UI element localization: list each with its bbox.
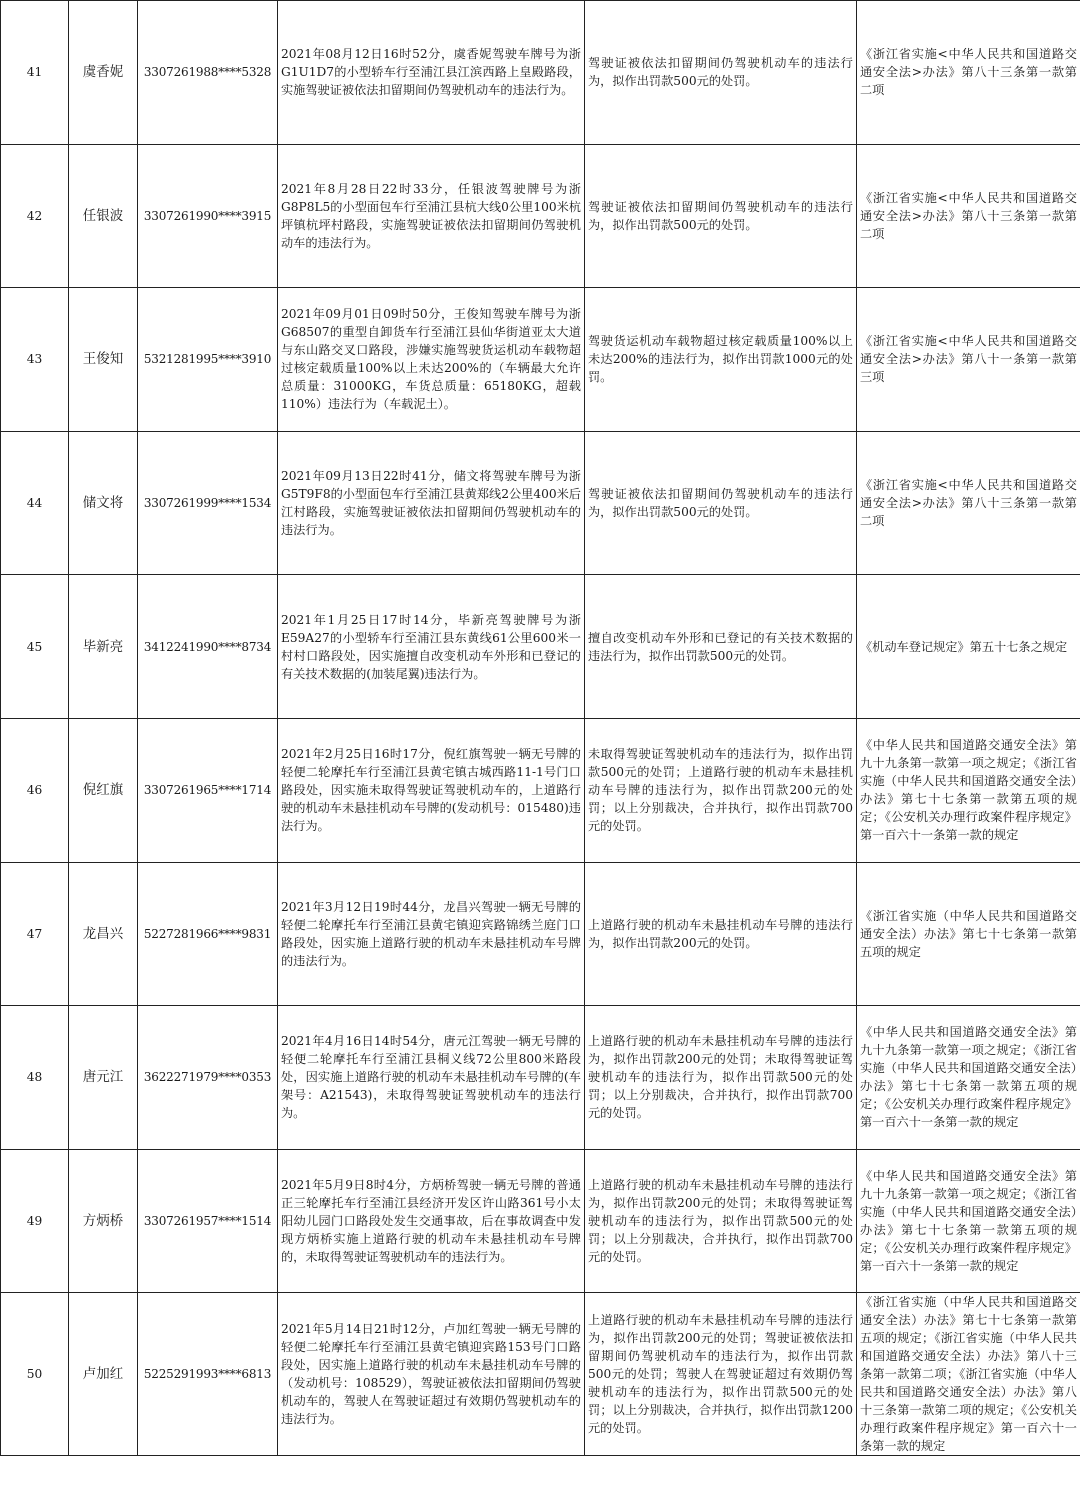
violation-description: 2021年5月9日8时4分，方炳桥驾驶一辆无号牌的普通正三轮摩托车行至浦江县经济开发区许山路361号小太阳幼儿园门口路段处发生交通事故，后在事故调查中发现方炳桥实施上道路行驶的机动车未悬挂机动车号牌的，未取得驾驶证驾驶机动车的违法行为。 — [278, 1149, 585, 1293]
penalty-decision: 上道路行驶的机动车未悬挂机动车号牌的违法行为，拟作出罚款200元的处罚；未取得驾驶证驾驶机动车的违法行为，拟作出罚款500元的处罚；以上分别裁决，合并执行，拟作出罚款700元的处罚。 — [585, 1149, 857, 1293]
person-name: 毕新亮 — [69, 575, 138, 719]
person-name: 卢加红 — [69, 1293, 138, 1456]
table-row — [1, 288, 1080, 432]
person-name: 方炳桥 — [69, 1149, 138, 1293]
id-number: 3307261999****1534 — [138, 431, 278, 575]
penalty-decision: 驾驶证被依法扣留期间仍驾驶机动车的违法行为，拟作出罚款500元的处罚。 — [585, 144, 857, 288]
row-number: 45 — [1, 575, 69, 719]
id-number: 3412241990****8734 — [138, 575, 278, 719]
legal-basis: 《浙江省实施<中华人民共和国道路交通安全法>办法》第八十三条第一款第二项 — [857, 1, 1080, 145]
legal-basis: 《浙江省实施<中华人民共和国道路交通安全法>办法》第八十一条第一款第三项 — [857, 288, 1080, 432]
table-row — [1, 1149, 1080, 1293]
legal-basis: 《中华人民共和国道路交通安全法》第九十九条第一款第一项之规定；《浙江省实施（中华人民共和国道路交通安全法）办法》第七十七条第一款第五项的规定；《公安机关办理行政案件程序规定》第一百六十一条第一款的规定 — [857, 1006, 1080, 1150]
person-name: 任银波 — [69, 144, 138, 288]
table-row — [1, 431, 1080, 575]
table-row — [1, 1006, 1080, 1150]
violation-description: 2021年1月25日17时14分，毕新亮驾驶牌号为浙E59A27的小型轿车行至浦江县东黄线61公里600米一村村口路段处，因实施擅自改变机动车外形和已登记的有关技术数据的(加装尾翼)违法行为。 — [278, 575, 585, 719]
violation-description: 2021年2月25日16时17分，倪红旗驾驶一辆无号牌的轻便二轮摩托车行至浦江县黄宅镇古城西路11-1号门口路段处，因实施未取得驾驶证驾驶机动车的，上道路行驶的机动车未悬挂机动车号牌的(发动机号：015480)违法行为。 — [278, 718, 585, 862]
table-body — [1, 1, 1080, 1456]
violation-description: 2021年09月01日09时50分，王俊知驾驶车牌号为浙G68507的重型自卸货车行至浦江县仙华街道亚太大道与东山路交叉口路段，涉嫌实施驾驶货运机动车载物超过核定载质量100%以上未达200%的（车辆最大允许总质量：31000KG，车货总质量：65180KG，超载110%）违法行为（车载泥土）。 — [278, 288, 585, 432]
legal-basis: 《浙江省实施<中华人民共和国道路交通安全法>办法》第八十三条第一款第二项 — [857, 144, 1080, 288]
person-name: 唐元江 — [69, 1006, 138, 1150]
penalty-decision: 驾驶证被依法扣留期间仍驾驶机动车的违法行为，拟作出罚款500元的处罚。 — [585, 431, 857, 575]
table-row — [1, 575, 1080, 719]
person-name: 倪红旗 — [69, 718, 138, 862]
person-name: 龙昌兴 — [69, 862, 138, 1006]
row-number: 42 — [1, 144, 69, 288]
person-name: 虞香妮 — [69, 1, 138, 145]
violation-description: 2021年8月28日22时33分，任银波驾驶牌号为浙G8P8L5的小型面包车行至浦江县杭大线0公里100米杭坪镇杭坪村路段，实施驾驶证被依法扣留期间仍驾驶机动车的违法行为。 — [278, 144, 585, 288]
penalty-decision: 上道路行驶的机动车未悬挂机动车号牌的违法行为，拟作出罚款200元的处罚；未取得驾驶证驾驶机动车的违法行为，拟作出罚款500元的处罚；以上分别裁决，合并执行，拟作出罚款700元的处罚。 — [585, 1006, 857, 1150]
id-number: 3307261965****1714 — [138, 718, 278, 862]
id-number: 3307261990****3915 — [138, 144, 278, 288]
id-number: 5225291993****6813 — [138, 1293, 278, 1456]
table-row — [1, 718, 1080, 862]
penalty-decision: 上道路行驶的机动车未悬挂机动车号牌的违法行为，拟作出罚款200元的处罚；驾驶证被依法扣留期间仍驾驶机动车的违法行为，拟作出罚款500元的处罚；驾驶人在驾驶证超过有效期仍驾驶机动车的违法行为，拟作出罚款500元的处罚；以上分别裁决，合并执行，拟作出罚款1200元的处罚。 — [585, 1293, 857, 1456]
person-name: 储文将 — [69, 431, 138, 575]
id-number: 5321281995****3910 — [138, 288, 278, 432]
person-name: 王俊知 — [69, 288, 138, 432]
row-number: 50 — [1, 1293, 69, 1456]
legal-basis: 《浙江省实施（中华人民共和国道路交通安全法）办法》第七十七条第一款第五项的规定；《浙江省实施（中华人民共和国道路交通安全法）办法》第八十三条第一款第二项；《浙江省实施（中华人民共和国道路交通安全法）办法》第八十三条第一款第二项的规定；《公安机关办理行政案件程序规定》第一百六十一条第一款的规定 — [857, 1293, 1080, 1456]
legal-basis: 《浙江省实施<中华人民共和国道路交通安全法>办法》第八十三条第一款第二项 — [857, 431, 1080, 575]
legal-basis: 《中华人民共和国道路交通安全法》第九十九条第一款第一项之规定；《浙江省实施（中华人民共和国道路交通安全法）办法》第七十七条第一款第五项的规定；《公安机关办理行政案件程序规定》第一百六十一条第一款的规定 — [857, 718, 1080, 862]
table-row — [1, 144, 1080, 288]
penalty-decision: 驾驶货运机动车载物超过核定载质量100%以上未达200%的违法行为，拟作出罚款1000元的处罚。 — [585, 288, 857, 432]
row-number: 41 — [1, 1, 69, 145]
row-number: 43 — [1, 288, 69, 432]
table-row — [1, 1293, 1080, 1456]
violation-description: 2021年08月12日16时52分，虞香妮驾驶车牌号为浙G1U1D7的小型轿车行至浦江县江滨西路上皇殿路段，实施驾驶证被依法扣留期间仍驾驶机动车的违法行为。 — [278, 1, 585, 145]
violation-description: 2021年4月16日14时54分，唐元江驾驶一辆无号牌的轻便二轮摩托车行至浦江县桐义线72公里800米路段处，因实施上道路行驶的机动车未悬挂机动车号牌的(车架号：A21543)，未取得驾驶证驾驶机动车的违法行为。 — [278, 1006, 585, 1150]
legal-basis: 《浙江省实施（中华人民共和国道路交通安全法）办法》第七十七条第一款第五项的规定 — [857, 862, 1080, 1006]
row-number: 49 — [1, 1149, 69, 1293]
legal-basis: 《中华人民共和国道路交通安全法》第九十九条第一款第一项之规定；《浙江省实施（中华人民共和国道路交通安全法）办法》第七十七条第一款第五项的规定；《公安机关办理行政案件程序规定》第一百六十一条第一款的规定 — [857, 1149, 1080, 1293]
table-row — [1, 1, 1080, 145]
row-number: 46 — [1, 718, 69, 862]
row-number: 47 — [1, 862, 69, 1006]
id-number: 3622271979****0353 — [138, 1006, 278, 1150]
table-row — [1, 862, 1080, 1006]
violation-description: 2021年09月13日22时41分，储文将驾驶车牌号为浙G5T9F8的小型面包车行至浦江县黄郑线2公里400米后江村路段，实施驾驶证被依法扣留期间仍驾驶机动车的违法行为。 — [278, 431, 585, 575]
id-number: 3307261957****1514 — [138, 1149, 278, 1293]
violation-description: 2021年3月12日19时44分，龙昌兴驾驶一辆无号牌的轻便二轮摩托车行至浦江县黄宅镇迎宾路锦绣兰庭门口路段处，因实施上道路行驶的机动车未悬挂机动车号牌的违法行为。 — [278, 862, 585, 1006]
id-number: 5227281966****9831 — [138, 862, 278, 1006]
legal-basis: 《机动车登记规定》第五十七条之规定 — [857, 575, 1080, 719]
penalty-decision: 上道路行驶的机动车未悬挂机动车号牌的违法行为，拟作出罚款200元的处罚。 — [585, 862, 857, 1006]
id-number: 3307261988****5328 — [138, 1, 278, 145]
penalty-decision: 驾驶证被依法扣留期间仍驾驶机动车的违法行为，拟作出罚款500元的处罚。 — [585, 1, 857, 145]
row-number: 48 — [1, 1006, 69, 1150]
row-number: 44 — [1, 431, 69, 575]
penalty-decision: 擅自改变机动车外形和已登记的有关技术数据的违法行为，拟作出罚款500元的处罚。 — [585, 575, 857, 719]
penalty-decision: 未取得驾驶证驾驶机动车的违法行为，拟作出罚款500元的处罚；上道路行驶的机动车未悬挂机动车号牌的违法行为，拟作出罚款200元的处罚；以上分别裁决，合并执行，拟作出罚款700元的处罚。 — [585, 718, 857, 862]
violation-description: 2021年5月14日21时12分，卢加红驾驶一辆无号牌的轻便二轮摩托车行至浦江县黄宅镇迎宾路153号门口路段处，因实施上道路行驶的机动车未悬挂机动车号牌的（发动机号：108529），驾驶证被依法扣留期间仍驾驶机动车的，驾驶人在驾驶证超过有效期仍驾驶机动车的违法行为。 — [278, 1293, 585, 1456]
